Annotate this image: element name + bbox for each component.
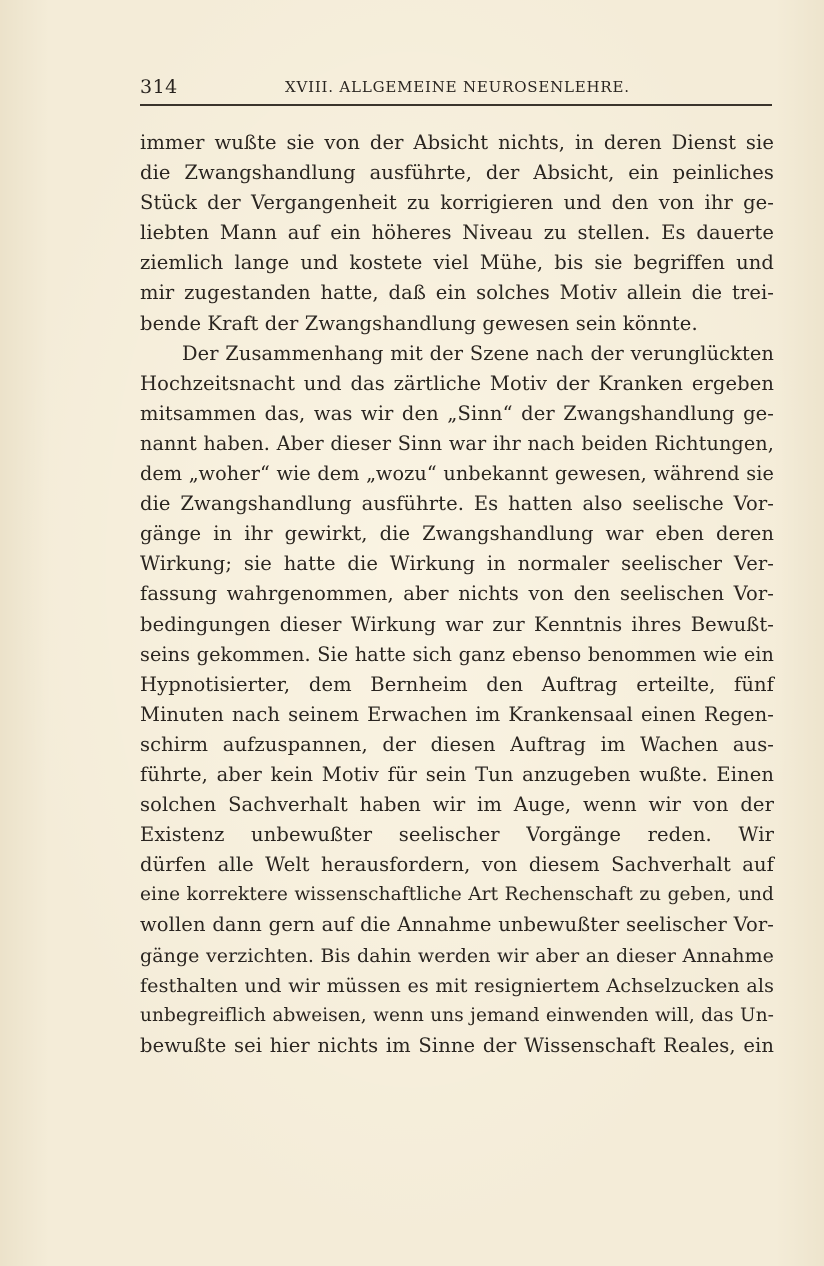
text-line-31: bewußte sei hier nichts im Sinne der Wissenschaft Reales, ein xyxy=(140,1033,774,1057)
text-line-11: nannt haben. Aber dieser Sinn war ihr nach beiden Richtungen, xyxy=(140,431,774,455)
page-number: 314 xyxy=(140,76,178,98)
text-line-25: dürfen alle Welt herausfordern, von diesem Sachverhalt auf xyxy=(140,853,774,877)
text-line-23: solchen Sachverhalt haben wir im Auge, wenn wir von der xyxy=(140,793,774,817)
text-line-10: mitsammen das, was wir den „Sinn“ der Zwangshandlung ge- xyxy=(140,401,774,425)
text-line-6: mir zugestanden hatte, daß ein solches Motiv allein die trei- xyxy=(140,281,774,305)
body-text xyxy=(140,128,774,1061)
text-line-1: immer wußte sie von der Absicht nichts, in deren Dienst sie xyxy=(140,131,774,154)
text-line-30: unbegreiflich abweisen, wenn uns jemand einwenden will, das Un- xyxy=(140,1004,774,1026)
text-line-7: bende Kraft der Zwangshandlung gewesen sein könnte. xyxy=(140,311,698,335)
text-line-15: Wirkung; sie hatte die Wirkung in normaler seelischer Ver- xyxy=(140,552,774,576)
text-line-5: ziemlich lange und kostete viel Mühe, bis sie begriffen und xyxy=(140,251,774,275)
text-line-13: die Zwangshandlung ausführte. Es hatten also seelische Vor- xyxy=(140,492,774,516)
running-head: XVIII. ALLGEMEINE NEUROSENLEHRE. xyxy=(285,78,630,96)
text-line-20: Minuten nach seinem Erwachen im Krankensaal einen Regen- xyxy=(140,702,774,726)
header-rule xyxy=(140,104,772,106)
text-line-2: die Zwangshandlung ausführte, der Absicht, ein peinliches xyxy=(140,161,774,185)
text-line-14: gänge in ihr gewirkt, die Zwangshandlung war eben deren xyxy=(140,522,774,546)
text-line-26: eine korrektere wissenschaftliche Art Rechenschaft zu geben, und xyxy=(140,884,774,906)
text-line-21: schirm aufzuspannen, der diesen Auftrag im Wachen aus- xyxy=(140,732,774,756)
text-line-28: gänge verzichten. Bis dahin werden wir aber an dieser Annahme xyxy=(140,944,774,967)
text-line-3: Stück der Vergangenheit zu korrigieren und den von ihr ge- xyxy=(140,191,774,215)
text-line-12: dem „woher“ wie dem „wozu“ unbekannt gewesen, während sie xyxy=(140,462,774,486)
text-line-27: wollen dann gern auf die Annahme unbewußter seelischer Vor- xyxy=(140,913,774,937)
text-line-9: Hochzeitsnacht und das zärtliche Motiv der Kranken ergeben xyxy=(140,371,774,395)
text-line-29: festhalten und wir müssen es mit resigniertem Achselzucken als xyxy=(140,973,774,997)
text-line-8: Der Zusammenhang mit der Szene nach der verunglückten xyxy=(182,341,774,365)
text-line-24: Existenz unbewußter seelischer Vorgänge reden. Wir xyxy=(140,823,774,847)
page-header xyxy=(140,76,772,102)
text-line-16: fassung wahrgenommen, aber nichts von den seelischen Vor- xyxy=(140,582,774,606)
text-line-19: Hypnotisierter, dem Bernheim den Auftrag erteilte, fünf xyxy=(140,672,774,696)
text-line-18: seins gekommen. Sie hatte sich ganz ebenso benommen wie ein xyxy=(140,642,774,666)
text-line-22: führte, aber kein Motiv für sein Tun anzugeben wußte. Einen xyxy=(140,762,774,786)
text-line-4: liebten Mann auf ein höheres Niveau zu stellen. Es dauerte xyxy=(140,221,774,245)
text-line-17: bedingungen dieser Wirkung war zur Kenntnis ihres Bewußt- xyxy=(140,612,774,636)
